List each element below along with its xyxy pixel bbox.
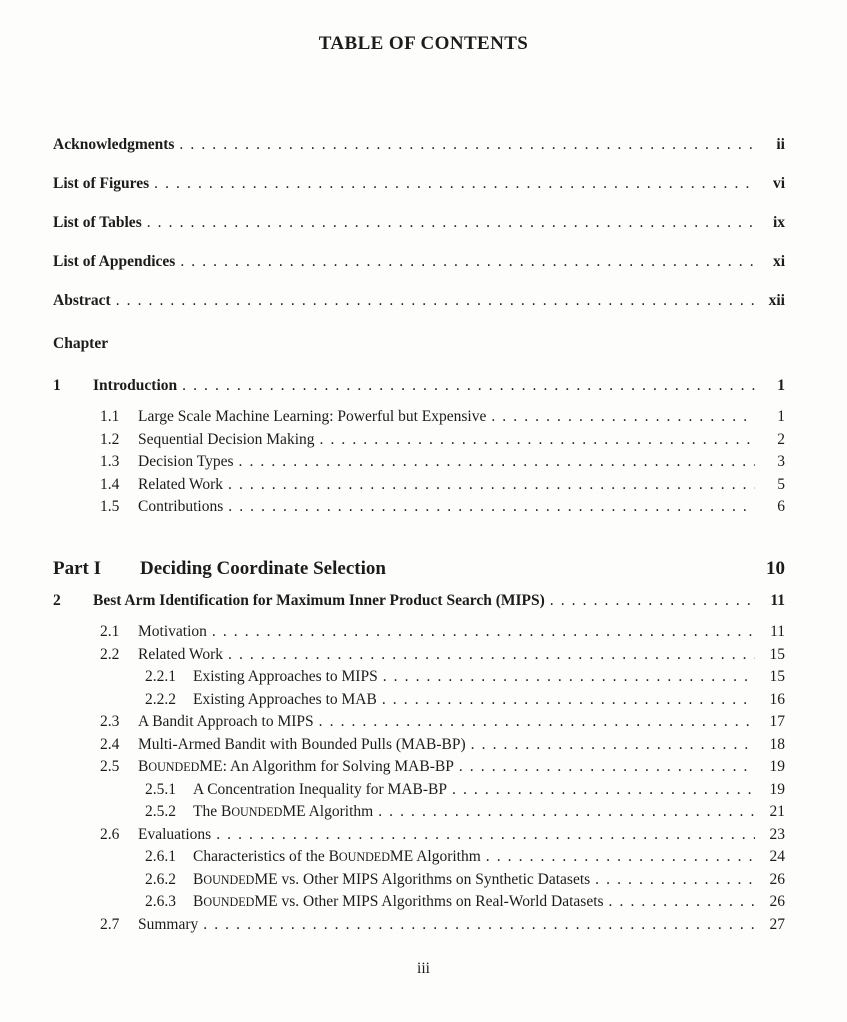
entry-label: Evaluations — [138, 825, 212, 843]
entry-number: 1.2 — [100, 430, 120, 448]
dot-leader — [207, 622, 755, 642]
dot-leader — [223, 497, 755, 517]
entry-label: A Bandit Approach to MIPS — [138, 713, 314, 730]
entry-number: 2.5.1 — [145, 780, 176, 798]
entry-number: 1.5 — [100, 498, 120, 515]
entry-label: Chapter — [53, 335, 109, 352]
toc-entry-2-6 — [53, 825, 785, 845]
dot-leader — [234, 452, 756, 472]
entry-label: Existing Approaches to MAB — [193, 690, 377, 708]
entry-label: BOUNDEDME vs. Other MIPS Algorithms on Synthetic Datasets — [193, 870, 591, 888]
entry-page-number: 3 — [777, 453, 785, 470]
entry-number: 2.6.3 — [145, 893, 176, 910]
entry-page-number: 16 — [769, 690, 785, 708]
entry-number: 2.3 — [100, 713, 120, 730]
entry-page-number: 11 — [770, 592, 785, 609]
entry-page-number: 18 — [769, 735, 785, 753]
entry-label: Motivation — [138, 623, 207, 640]
entry-label: Existing Approaches to MIPS — [193, 668, 378, 685]
toc-entry-2-4 — [53, 735, 785, 755]
entry-page-number: 1 — [777, 377, 785, 394]
dot-leader — [378, 667, 755, 687]
entry-page-number: 19 — [769, 758, 785, 775]
dot-leader — [177, 376, 755, 396]
smallcaps-text: OUNDED — [203, 895, 255, 909]
entry-page-number: ix — [772, 214, 785, 231]
entry-page-number: 26 — [769, 870, 785, 888]
entry-page-number: vi — [772, 175, 785, 192]
entry-number: Part I — [53, 558, 102, 579]
entry-number: 1.4 — [100, 475, 120, 493]
entry-label: List of Tables — [53, 214, 142, 231]
entry-label: Deciding Coordinate Selection — [140, 558, 386, 579]
entry-label: Decision Types — [138, 453, 234, 470]
front-matter-entry-abstract — [53, 291, 785, 311]
page-title: TABLE OF CONTENTS — [318, 33, 529, 54]
entry-page-number: 23 — [769, 825, 785, 843]
toc-entry-2-2-2 — [53, 690, 785, 710]
toc-entry-2 — [53, 591, 785, 611]
entry-page-number: 5 — [777, 475, 785, 493]
toc-entry-2-6-2 — [53, 870, 785, 890]
dot-leader — [211, 825, 755, 845]
entry-number: 2 — [53, 592, 61, 609]
smallcaps-text: OUNDED — [338, 850, 390, 864]
entry-label: Large Scale Machine Learning: Powerful but Expensive — [138, 408, 487, 425]
entry-label: The BOUNDEDME Algorithm — [193, 803, 374, 820]
entry-label: BOUNDEDME vs. Other MIPS Algorithms on Real-World Datasets — [193, 893, 604, 910]
dot-leader — [149, 174, 755, 194]
entry-label: Characteristics of the BOUNDEDME Algorithm — [193, 848, 481, 865]
toc-entry-2-6-3 — [53, 892, 785, 912]
entry-page-number: 15 — [769, 645, 785, 663]
entry-number: 2.2 — [100, 645, 120, 663]
smallcaps-text: OUNDED — [231, 805, 283, 819]
entry-label: Multi-Armed Bandit with Bounded Pulls (MAB-BP) — [138, 735, 466, 753]
entry-label: List of Appendices — [53, 253, 176, 270]
toc-entry-1-3 — [53, 452, 785, 472]
entry-page-number: xii — [768, 292, 785, 309]
entry-label: Abstract — [53, 292, 111, 309]
chapter-heading — [53, 334, 785, 354]
entry-label: Contributions — [138, 498, 224, 515]
smallcaps-text: OUNDED — [203, 872, 255, 887]
entry-page-number: xi — [772, 253, 785, 270]
dot-leader — [314, 712, 755, 732]
dot-leader — [315, 430, 756, 450]
dot-leader — [223, 645, 755, 665]
toc-list — [53, 135, 785, 935]
entry-number: 2.2.2 — [145, 690, 176, 708]
toc-entry-1-1 — [53, 407, 785, 427]
entry-page-number: 17 — [769, 713, 785, 730]
toc-entry-2-3 — [53, 712, 785, 732]
dot-leader — [481, 847, 755, 867]
dot-leader — [174, 135, 755, 155]
front-matter-entry-list-of-figures — [53, 174, 785, 194]
dot-leader — [545, 591, 755, 611]
entry-page-number: 10 — [766, 558, 785, 579]
toc-entry-1 — [53, 376, 785, 396]
dot-leader — [590, 870, 755, 890]
dot-leader — [175, 252, 755, 272]
toc-entry-2-5-1 — [53, 780, 785, 800]
toc-entry-2-2-1 — [53, 667, 785, 687]
dot-leader — [377, 690, 755, 710]
entry-page-number: 6 — [777, 498, 785, 515]
entry-number: 2.6.2 — [145, 870, 176, 888]
smallcaps-text: OUNDED — [148, 760, 200, 774]
entry-page-number: 24 — [769, 848, 785, 865]
entry-page-number: 11 — [770, 623, 785, 640]
entry-number: 2.5.2 — [145, 803, 176, 820]
toc-entry-1-2 — [53, 430, 785, 450]
entry-page-number: 26 — [769, 893, 785, 910]
entry-label: Introduction — [93, 377, 178, 394]
toc-entry-1-5 — [53, 497, 785, 517]
entry-number: 2.1 — [100, 623, 120, 640]
front-matter-entry-list-of-appendices — [53, 252, 785, 272]
entry-label: Acknowledgments — [53, 136, 175, 153]
dot-leader — [142, 213, 755, 233]
entry-page-number: 19 — [769, 780, 785, 798]
page-footer-number: iii — [417, 959, 430, 977]
entry-label: A Concentration Inequality for MAB-BP — [193, 780, 447, 798]
entry-label: Related Work — [138, 645, 223, 663]
entry-page-number: 2 — [777, 430, 785, 448]
toc-entry-2-7 — [53, 915, 785, 935]
entry-page-number: 1 — [777, 408, 785, 425]
entry-label: List of Figures — [53, 175, 150, 192]
dot-leader — [223, 475, 755, 495]
entry-label: Summary — [138, 915, 199, 933]
front-matter-entry-acknowledgments — [53, 135, 785, 155]
toc-entry-1-4 — [53, 475, 785, 495]
entry-number: 2.4 — [100, 735, 120, 753]
entry-page-number: 27 — [769, 915, 785, 933]
toc-entry-2-6-1 — [53, 847, 785, 867]
toc-entry-part-i — [53, 557, 785, 581]
front-matter-entry-list-of-tables — [53, 213, 785, 233]
entry-number: 1.1 — [100, 408, 120, 425]
entry-number: 1 — [53, 377, 61, 394]
entry-number: 1.3 — [100, 453, 120, 470]
entry-number: 2.7 — [100, 915, 120, 933]
entry-page-number: ii — [776, 136, 785, 153]
entry-label: BOUNDEDME: An Algorithm for Solving MAB-BP — [138, 758, 454, 775]
toc-entry-2-1 — [53, 622, 785, 642]
dot-leader — [486, 407, 755, 427]
dot-leader — [373, 802, 755, 822]
entry-page-number: 21 — [769, 803, 785, 820]
entry-label: Related Work — [138, 475, 223, 493]
entry-number: 2.6.1 — [145, 848, 176, 865]
entry-number: 2.6 — [100, 825, 120, 843]
dot-leader — [447, 780, 755, 800]
entry-label: Sequential Decision Making — [138, 430, 315, 448]
dot-leader — [466, 735, 755, 755]
dot-leader — [604, 892, 755, 912]
dot-leader — [111, 291, 755, 311]
toc-entry-2-5 — [53, 757, 785, 777]
entry-number: 2.5 — [100, 758, 120, 775]
entry-number: 2.2.1 — [145, 668, 176, 685]
dot-leader — [454, 757, 755, 777]
toc-entry-2-5-2 — [53, 802, 785, 822]
dot-leader — [198, 915, 755, 935]
entry-label: Best Arm Identification for Maximum Inner Product Search (MIPS) — [93, 592, 545, 609]
entry-page-number: 15 — [769, 668, 785, 685]
toc-entry-2-2 — [53, 645, 785, 665]
